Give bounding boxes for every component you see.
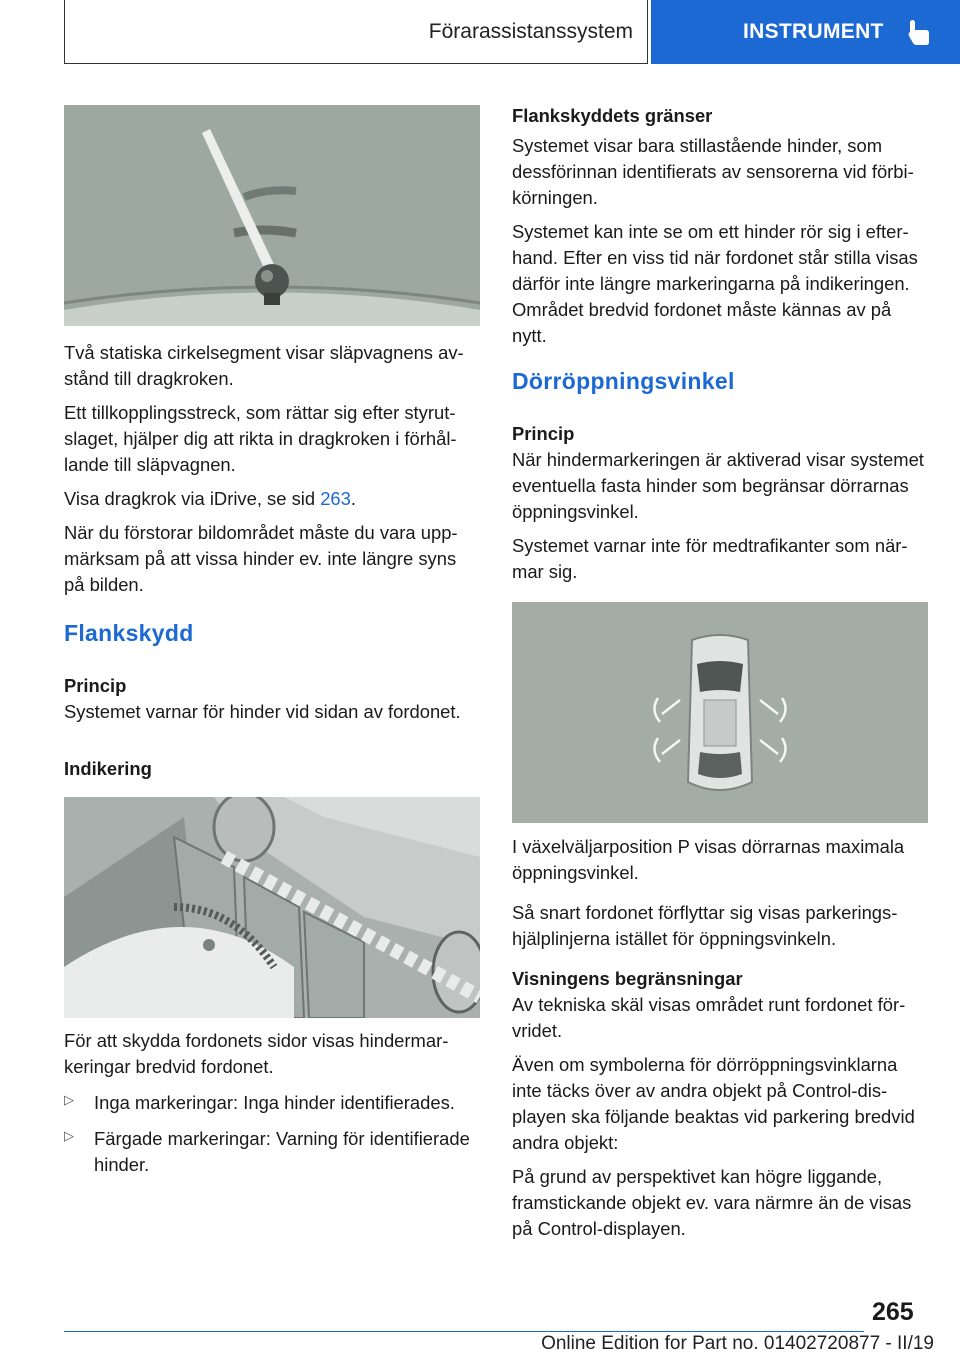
text: Visa dragkrok via iDrive, se sid bbox=[64, 488, 321, 509]
paragraph: Så snart fordonet förflyttar sig visas parkeringshjälplinjerna istället för öppningsvinkeln. bbox=[512, 902, 898, 949]
subheading: Indikering bbox=[64, 758, 152, 779]
header-section-title: Förarassistanssystem bbox=[428, 19, 633, 43]
list-item-text: Inga markeringar: Inga hinder identifierades. bbox=[94, 1092, 455, 1113]
subheading: Princip bbox=[64, 675, 127, 696]
paragraph: Systemet varnar för hinder vid sidan av fordonet. bbox=[64, 701, 461, 722]
header-chapter-title: INSTRUMENT bbox=[743, 20, 884, 43]
subheading: Flankskyddets gränser bbox=[512, 105, 713, 126]
paragraph: Även om symbolerna för dörröppningsvinklarna inte täcks över av andra objekt på Control-displayen ska följande beaktas vid parkering bredvid andra objekt: bbox=[512, 1054, 915, 1153]
paragraph: När hindermarkeringen är aktiverad visar systemet eventuella fasta hinder som begränsar dörrarnas öppningsvinkel. bbox=[512, 449, 924, 522]
list-item bbox=[64, 1126, 480, 1178]
header-chapter[interactable] bbox=[651, 0, 960, 64]
list-item-text: Färgade markeringar: Varning för identifierade hinder. bbox=[94, 1128, 470, 1175]
footer-divider bbox=[64, 1331, 864, 1332]
header-section bbox=[64, 0, 648, 64]
section-heading: Flankskydd bbox=[64, 620, 194, 646]
page-number: 265 bbox=[872, 1298, 914, 1326]
subheading: Princip bbox=[512, 423, 575, 444]
trailer-hitch-camera-image bbox=[64, 105, 480, 326]
paragraph: Av tekniska skäl visas området runt fordonet förvridet. bbox=[512, 994, 906, 1041]
hand-pointer-icon bbox=[906, 18, 932, 46]
page-reference-link[interactable]: 263 bbox=[320, 488, 351, 509]
subheading: Visningens begränsningar bbox=[512, 968, 743, 989]
text: . bbox=[350, 488, 357, 509]
paragraph: Systemet visar bara stillastående hinder, som dessförinnan identifierats av sensorerna vid förbikörningen. bbox=[512, 135, 914, 208]
paragraph: På grund av perspektivet kan högre liggande, framstickande objekt ev. vara närmre än de visas på Control-displayen. bbox=[512, 1166, 912, 1239]
side-protection-camera-image bbox=[64, 797, 480, 1018]
footer-edition: Online Edition for Part no. 01402720877 - II/19 bbox=[541, 1333, 934, 1354]
paragraph: Systemet kan inte se om ett hinder rör sig i efterhand. Efter en viss tid när fordonet står stilla visas därför inte längre markeringarna på indikeringen. Området bredvid fordonet måste kännas av på nytt. bbox=[512, 221, 918, 346]
paragraph-with-link bbox=[64, 486, 480, 512]
paragraph: När du förstorar bildområdet måste du vara uppmärksam på att vissa hinder ev. inte längre syns på bilden. bbox=[64, 522, 458, 595]
triangle-bullet-icon: ▷ bbox=[64, 1128, 74, 1143]
list-item bbox=[64, 1090, 480, 1116]
triangle-bullet-icon: ▷ bbox=[64, 1092, 74, 1107]
paragraph: Systemet varnar inte för medtrafikanter som närmar sig. bbox=[512, 535, 908, 582]
paragraph: I växelväljarposition P visas dörrarnas maximala öppningsvinkel. bbox=[512, 836, 905, 883]
door-opening-angle-image bbox=[512, 602, 928, 823]
section-heading: Dörröppningsvinkel bbox=[512, 368, 735, 394]
paragraph: Ett tillkopplingsstreck, som rättar sig efter styrutslaget, hjälper dig att rikta in dragkroken i förhållande till släpvagnen. bbox=[64, 402, 457, 475]
paragraph: Två statiska cirkelsegment visar släpvagnens avstånd till dragkroken. bbox=[64, 342, 464, 389]
paragraph: För att skydda fordonets sidor visas hindermarkeringar bredvid fordonet. bbox=[64, 1030, 449, 1077]
